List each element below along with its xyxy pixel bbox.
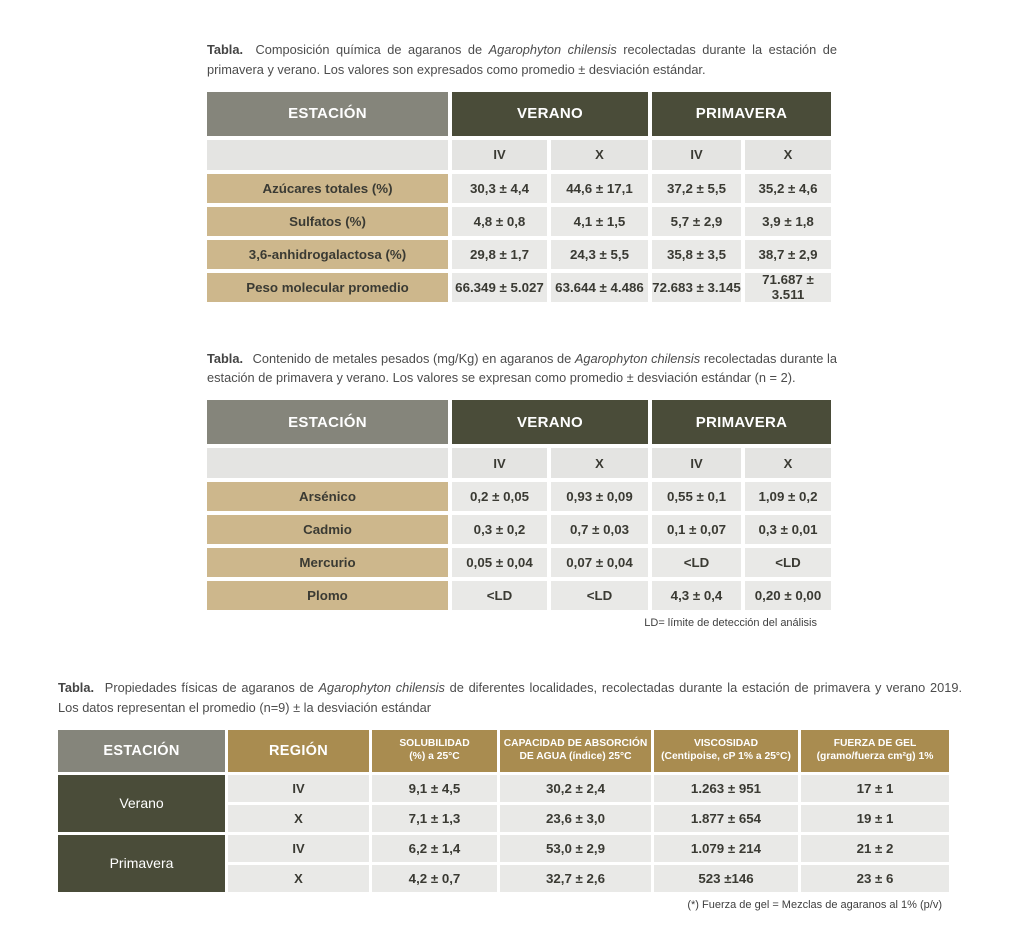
value-cell: 32,7 ± 2,6 bbox=[500, 865, 651, 892]
value-cell: 0,3 ± 0,2 bbox=[452, 515, 547, 544]
value-cell: 72.683 ± 3.145 bbox=[652, 273, 741, 302]
value-cell: 0,3 ± 0,01 bbox=[745, 515, 831, 544]
value-cell: 44,6 ± 17,1 bbox=[551, 174, 648, 203]
value-cell: 1,09 ± 0,2 bbox=[745, 482, 831, 511]
metals-table bbox=[207, 400, 837, 610]
row-label: 3,6-anhidrogalactosa (%) bbox=[207, 240, 448, 269]
value-cell: 4,1 ± 1,5 bbox=[551, 207, 648, 236]
subheader-region: X bbox=[551, 140, 648, 170]
value-cell: 71.687 ± 3.511 bbox=[745, 273, 831, 302]
species-name: Agarophyton chilensis bbox=[574, 350, 701, 366]
header-line: FUERZA DE GEL bbox=[833, 738, 917, 750]
value-cell: 0,93 ± 0,09 bbox=[551, 482, 648, 511]
caption-text: recolectadas durante la estación de primavera y verano. Los valores se expresan como promedio ± desviación estándar (n = 2). bbox=[207, 350, 838, 386]
value-cell: 1.877 ± 654 bbox=[654, 805, 798, 832]
value-cell: 66.349 ± 5.027 bbox=[452, 273, 547, 302]
value-cell: <LD bbox=[452, 581, 547, 610]
value-cell: <LD bbox=[652, 548, 741, 577]
subheader-empty bbox=[207, 448, 448, 478]
metals-table-caption bbox=[207, 349, 837, 389]
header-viscosidad bbox=[654, 730, 798, 772]
chem-table-section bbox=[207, 40, 837, 302]
header-primavera: PRIMAVERA bbox=[652, 400, 831, 444]
value-cell: <LD bbox=[551, 581, 648, 610]
value-cell: 4,3 ± 0,4 bbox=[652, 581, 741, 610]
header-estacion: ESTACIÓN bbox=[58, 730, 225, 772]
value-cell: 19 ± 1 bbox=[801, 805, 949, 832]
row-label: Sulfatos (%) bbox=[207, 207, 448, 236]
value-cell: 37,2 ± 5,5 bbox=[652, 174, 741, 203]
subheader-region: IV bbox=[452, 140, 547, 170]
caption-text: Composición química de agaranos de bbox=[255, 42, 483, 57]
region-cell: X bbox=[228, 805, 369, 832]
header-capacidad-absorcion bbox=[500, 730, 651, 772]
header-verano: VERANO bbox=[452, 92, 648, 136]
chem-table bbox=[207, 92, 837, 302]
value-cell: 523 ±146 bbox=[654, 865, 798, 892]
header-region: REGIÓN bbox=[228, 730, 369, 772]
subheader-region: IV bbox=[652, 448, 741, 478]
caption-text: de diferentes localidades, recolectadas durante la estación de primavera y verano 2019. Los datos representan el promedio (n=9) ± la desviación estándar bbox=[58, 680, 963, 716]
season-label-verano: Verano bbox=[58, 775, 225, 832]
row-label: Arsénico bbox=[207, 482, 448, 511]
chem-table-caption bbox=[207, 40, 837, 80]
caption-text: Contenido de metales pesados (mg/Kg) en agaranos de bbox=[252, 350, 572, 366]
header-line: (gramo/fuerza cm²g) 1% bbox=[816, 750, 934, 762]
header-line: CAPACIDAD DE ABSORCIÓN bbox=[503, 738, 648, 750]
subheader-empty bbox=[207, 140, 448, 170]
region-cell: X bbox=[228, 865, 369, 892]
subheader-region: X bbox=[745, 448, 831, 478]
value-cell: <LD bbox=[745, 548, 831, 577]
value-cell: 0,05 ± 0,04 bbox=[452, 548, 547, 577]
value-cell: 3,9 ± 1,8 bbox=[745, 207, 831, 236]
header-estacion: ESTACIÓN bbox=[207, 400, 448, 444]
caption-text: recolectadas durante la estación de primavera y verano. Los valores son expresados como promedio ± desviación estándar. bbox=[207, 42, 838, 77]
value-cell: 1.079 ± 214 bbox=[654, 835, 798, 862]
species-name: Agarophyton chilensis bbox=[318, 680, 445, 696]
value-cell: 63.644 ± 4.486 bbox=[551, 273, 648, 302]
caption-text: Propiedades físicas de agaranos de bbox=[104, 680, 314, 696]
value-cell: 1.263 ± 951 bbox=[654, 775, 798, 802]
value-cell: 9,1 ± 4,5 bbox=[372, 775, 497, 802]
header-line: (%) a 25°C bbox=[409, 750, 460, 762]
header-verano: VERANO bbox=[452, 400, 648, 444]
value-cell: 4,8 ± 0,8 bbox=[452, 207, 547, 236]
row-label: Azúcares totales (%) bbox=[207, 174, 448, 203]
region-cell: IV bbox=[228, 835, 369, 862]
value-cell: 0,07 ± 0,04 bbox=[551, 548, 648, 577]
region-cell: IV bbox=[228, 775, 369, 802]
value-cell: 23 ± 6 bbox=[801, 865, 949, 892]
value-cell: 38,7 ± 2,9 bbox=[745, 240, 831, 269]
header-estacion: ESTACIÓN bbox=[207, 92, 448, 136]
header-line: SOLUBILIDAD bbox=[399, 738, 470, 750]
subheader-region: IV bbox=[452, 448, 547, 478]
value-cell: 53,0 ± 2,9 bbox=[500, 835, 651, 862]
header-fuerza-gel bbox=[801, 730, 949, 772]
value-cell: 17 ± 1 bbox=[801, 775, 949, 802]
subheader-region: IV bbox=[652, 140, 741, 170]
row-label: Plomo bbox=[207, 581, 448, 610]
caption-label: Tabla. bbox=[207, 350, 244, 366]
header-primavera: PRIMAVERA bbox=[652, 92, 831, 136]
value-cell: 30,2 ± 2,4 bbox=[500, 775, 651, 802]
value-cell: 21 ± 2 bbox=[801, 835, 949, 862]
subheader-region: X bbox=[551, 448, 648, 478]
physical-table-section bbox=[58, 678, 962, 911]
gel-footnote: (*) Fuerza de gel = Mezclas de agaranos al 1% (p/v) bbox=[687, 898, 942, 911]
caption-label: Tabla. bbox=[207, 42, 244, 57]
header-line: DE AGUA (índice) 25°C bbox=[519, 750, 632, 762]
value-cell: 0,20 ± 0,00 bbox=[745, 581, 831, 610]
row-label: Peso molecular promedio bbox=[207, 273, 448, 302]
value-cell: 30,3 ± 4,4 bbox=[452, 174, 547, 203]
caption-label: Tabla. bbox=[58, 680, 95, 696]
physical-table-caption bbox=[58, 678, 962, 718]
value-cell: 7,1 ± 1,3 bbox=[372, 805, 497, 832]
species-name: Agarophyton chilensis bbox=[488, 42, 617, 57]
value-cell: 0,7 ± 0,03 bbox=[551, 515, 648, 544]
value-cell: 0,1 ± 0,07 bbox=[652, 515, 741, 544]
value-cell: 23,6 ± 3,0 bbox=[500, 805, 651, 832]
value-cell: 6,2 ± 1,4 bbox=[372, 835, 497, 862]
value-cell: 35,8 ± 3,5 bbox=[652, 240, 741, 269]
value-cell: 4,2 ± 0,7 bbox=[372, 865, 497, 892]
header-solubilidad bbox=[372, 730, 497, 772]
value-cell: 24,3 ± 5,5 bbox=[551, 240, 648, 269]
row-label: Mercurio bbox=[207, 548, 448, 577]
ld-footnote: LD= límite de detección del análisis bbox=[644, 617, 817, 630]
season-label-primavera: Primavera bbox=[58, 835, 225, 892]
header-line: VISCOSIDAD bbox=[693, 738, 759, 750]
value-cell: 29,8 ± 1,7 bbox=[452, 240, 547, 269]
value-cell: 0,55 ± 0,1 bbox=[652, 482, 741, 511]
row-label: Cadmio bbox=[207, 515, 448, 544]
physical-table bbox=[58, 730, 962, 892]
subheader-region: X bbox=[745, 140, 831, 170]
value-cell: 35,2 ± 4,6 bbox=[745, 174, 831, 203]
header-line: (Centipoise, cP 1% a 25°C) bbox=[661, 750, 791, 762]
metals-table-section bbox=[207, 349, 837, 630]
value-cell: 5,7 ± 2,9 bbox=[652, 207, 741, 236]
value-cell: 0,2 ± 0,05 bbox=[452, 482, 547, 511]
